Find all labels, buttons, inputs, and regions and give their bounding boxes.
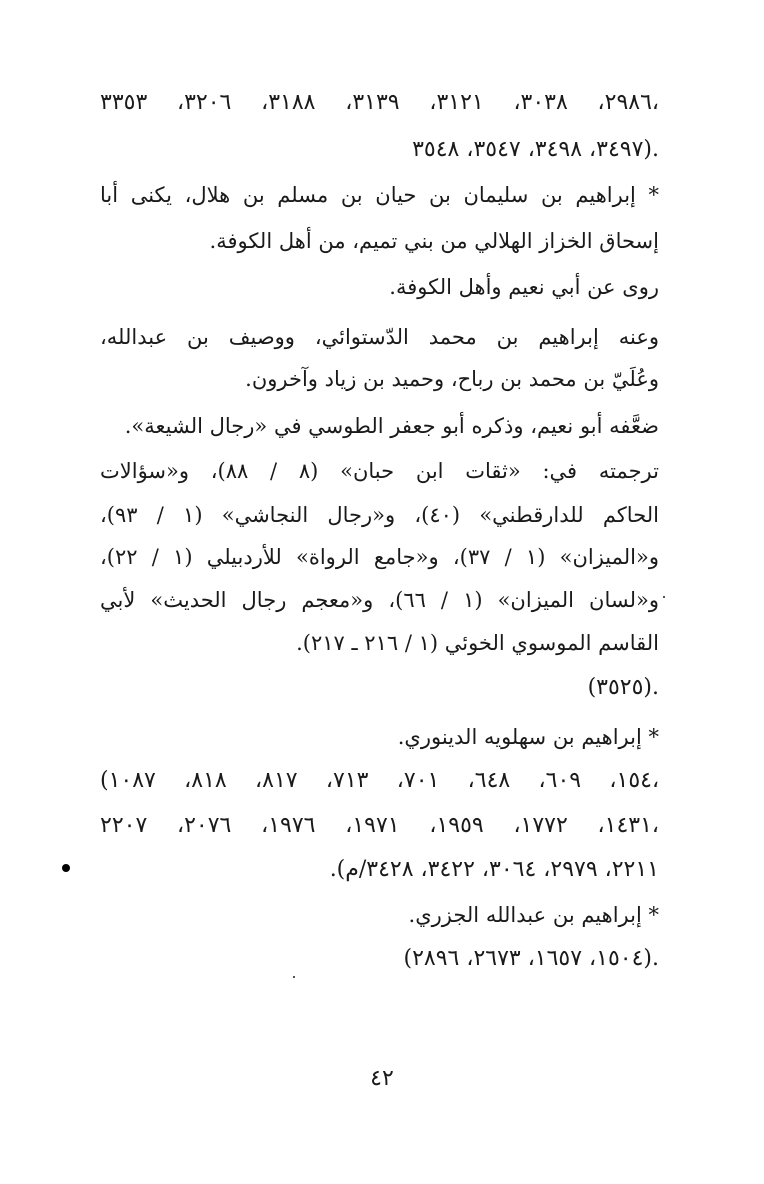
entry-narrators-line-2: وعُلَيّ بن محمد بن رباح، وحميد بن زياد وآخرون. [245, 367, 659, 391]
entry-narrators-line-1: وعنه إبراهيم بن محمد الدّستوائي، ووصيف بن عبدالله، [100, 325, 659, 349]
entry-biography-sources-line-1: ترجمته في: «ثقات ابن حبان» (٨ / ٨٨)، و«سؤالات [100, 459, 659, 483]
entry-narrated-from: روى عن أبي نعيم وأهل الكوفة. [389, 275, 659, 299]
page-number: ٤٢ [370, 1066, 394, 1091]
scan-speck [663, 596, 665, 598]
scan-speck [293, 976, 295, 978]
entry-heading-ibrahim-ibn-abdullah: * إبراهيم بن عبدالله الجزري. [408, 903, 659, 927]
reference-numbers-line-5: ٢٢١١، ٢٩٧٩، ٣٠٦٤، ٣٤٢٢، ٣٤٢٨/م). [329, 857, 659, 882]
entry-biography-sources-line-3: و«الميزان» (١ / ٣٧)، و«جامع الرواة» للأردبيلي (١ / ٢٢)، [100, 545, 659, 569]
entry-biography-sources-line-2: الحاكم للدارقطني» (٤٠)، و«رجال النجاشي» (١ / ٩٣)، [100, 503, 659, 527]
reference-numbers-line-1: ٢٩٨٦، ٣٠٣٨، ٣١٢١، ٣١٣٩، ٣١٨٨، ٣٢٠٦، ٣٣٥٣، [100, 90, 660, 115]
reference-numbers-line-2: ٣٤٩٧، ٣٤٩٨، ٣٥٤٧، ٣٥٤٨). [412, 137, 659, 162]
entry-weakness-note: ضعَّفه أبو نعيم، وذكره أبو جعفر الطوسي في «رجال الشيعة». [124, 414, 659, 438]
entry-biography-sources-line-5: القاسم الموسوي الخوئي (١ / ٢١٦ ـ ٢١٧). [296, 631, 659, 655]
entry-heading-ibrahim-ibn-sulayman: * إبراهيم بن سليمان بن حيان بن مسلم بن هلال، يكنى أبا [100, 183, 659, 207]
entry-reference-number: (٣٥٢٥). [587, 675, 659, 700]
entry-text-line: إسحاق الخزاز الهلالي من بني تميم، من أهل الكوفة. [209, 229, 659, 253]
reference-numbers-line-6: (١٥٠٤، ١٦٥٧، ٢٦٧٣، ٢٨٩٦). [403, 946, 659, 971]
margin-dot [62, 864, 70, 872]
entry-biography-sources-line-4: و«لسان الميزان» (١ / ٦٦)، و«معجم رجال الحديث» لأبي [100, 588, 659, 612]
reference-numbers-line-3: (١٥٤، ٦٠٩، ٦٤٨، ٧٠١، ٧١٣، ٨١٧، ٨١٨، ١٠٨٧، [100, 768, 660, 793]
entry-heading-ibrahim-ibn-sahluyah: * إبراهيم بن سهلويه الدينوري. [397, 725, 659, 749]
reference-numbers-line-4: ١٤٣١، ١٧٧٢، ١٩٥٩، ١٩٧١، ١٩٧٦، ٢٠٧٦، ٢٢٠٧، [100, 813, 660, 838]
